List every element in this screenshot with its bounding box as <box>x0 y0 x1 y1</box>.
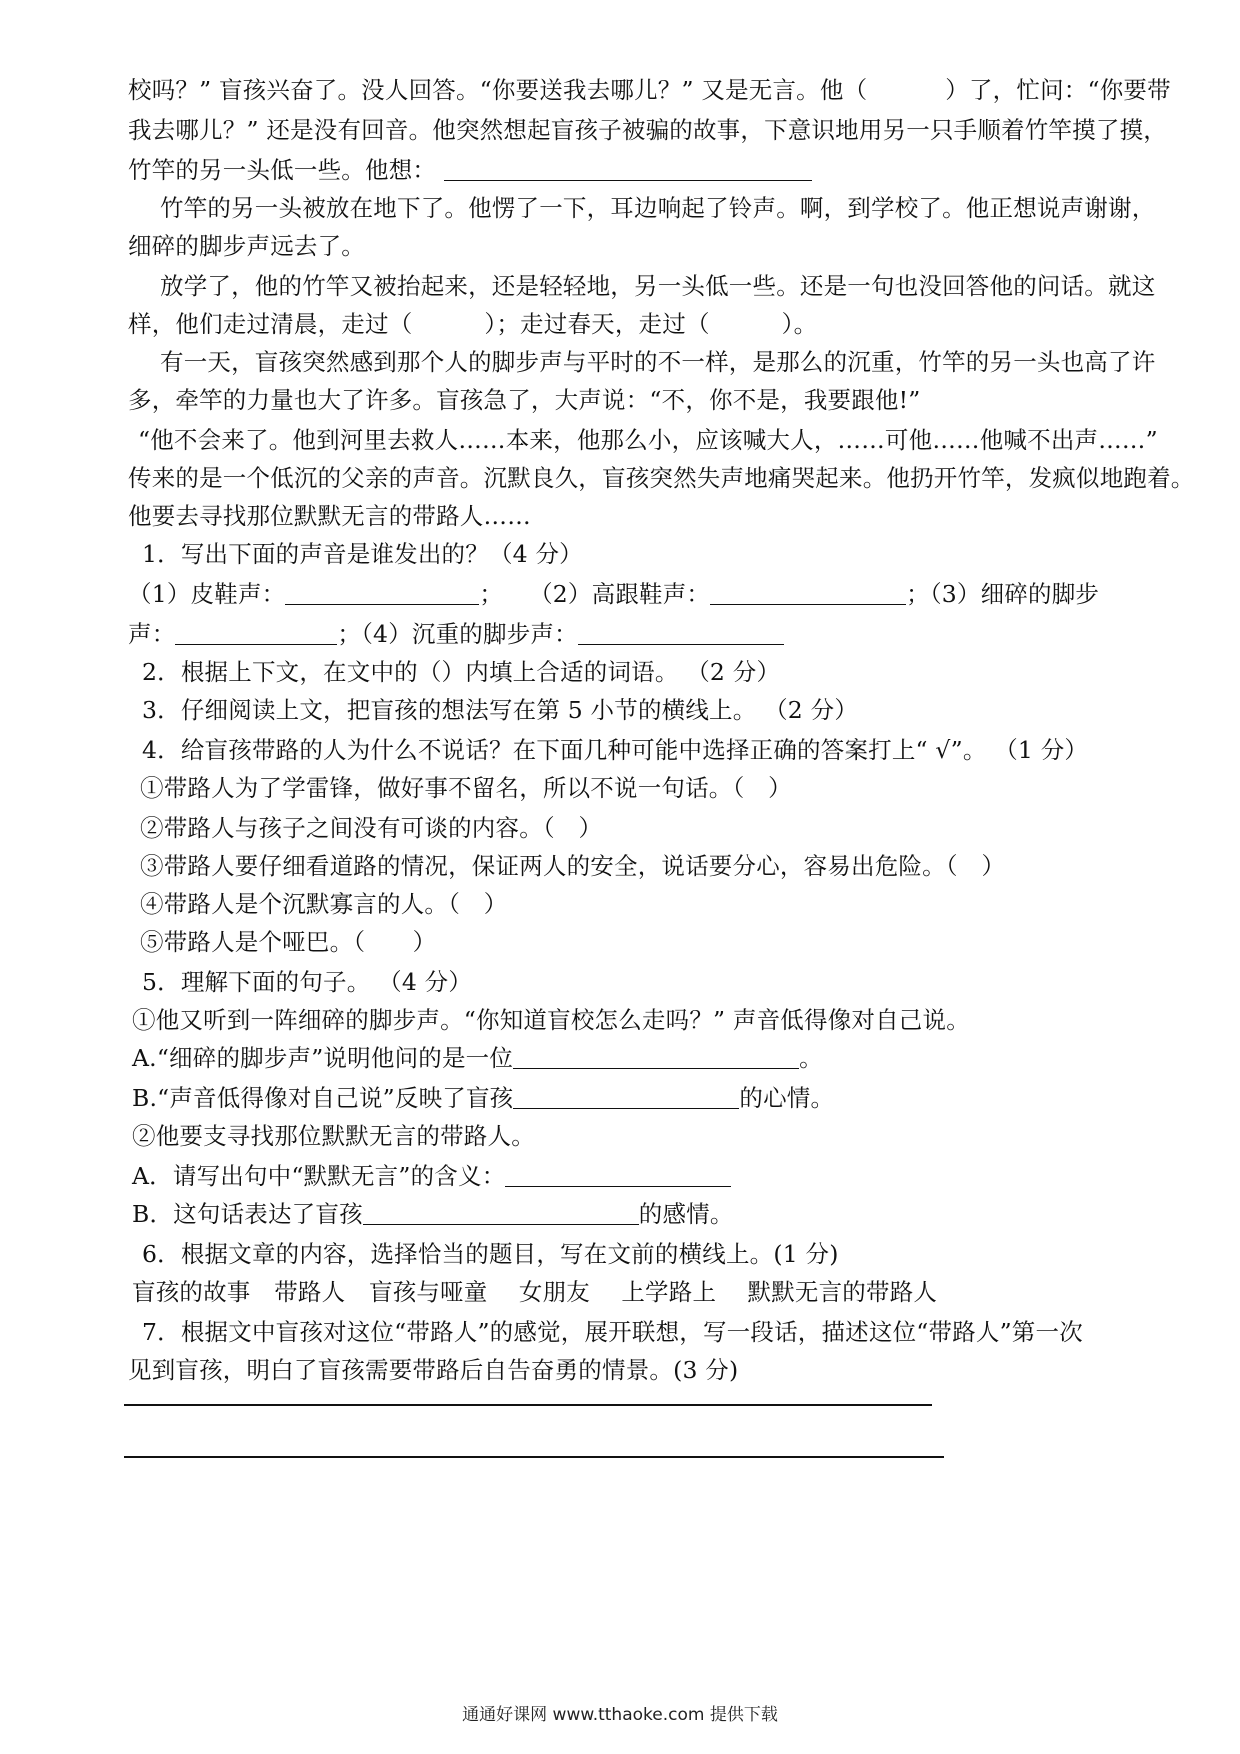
answer-blank-line[interactable] <box>505 1162 731 1187</box>
question-7: 见到盲孩，明白了盲孩需要带路后自告奋勇的情景。(3 分) <box>128 1356 739 1384</box>
answer-blank-line[interactable] <box>578 620 784 645</box>
q1-label: （1）皮鞋声： <box>128 580 286 608</box>
q5-label: B.“声音低得像对自己说”反映了盲孩 <box>132 1084 514 1112</box>
question-4-option[interactable]: ②带路人与孩子之间没有可谈的内容。（ ） <box>140 814 603 842</box>
question-5-part <box>132 1082 1172 1114</box>
question-6-options: 盲孩的故事 带路人 盲孩与哑童 女朋友 上学路上 默默无言的带路人 <box>132 1278 938 1306</box>
story-line: 竹竿的另一头被放在地下了。他愣了一下，耳边响起了铃声。啊，到学校了。他正想说声谢谢， <box>160 194 1156 222</box>
q1-label: （3）细碎的脚步 <box>929 580 1100 608</box>
question-4-option[interactable]: ①带路人为了学雷锋，做好事不留名，所以不说一句话。（ ） <box>140 774 792 802</box>
q5-label-end: 。 <box>799 1044 823 1072</box>
question-5-part <box>132 1160 1172 1192</box>
question-1-row <box>128 578 1168 610</box>
q5-label: A．请写出句中“默默无言”的含义： <box>132 1162 506 1190</box>
question-5-part <box>132 1042 1172 1074</box>
question-5-sentence: ①他又听到一阵细碎的脚步声。“你知道盲校怎么走吗？” 声音低得像对自己说。 <box>132 1006 970 1034</box>
answer-blank-line[interactable] <box>444 156 812 181</box>
answer-blank-line[interactable] <box>710 580 906 605</box>
question-4-option[interactable]: ④带路人是个沉默寡言的人。（ ） <box>140 890 508 918</box>
question-5-sentence: ②他要支寻找那位默默无言的带路人。 <box>132 1122 535 1150</box>
story-text: ）了，忙问：“你要带 <box>945 76 1171 104</box>
story-text: ）；走过春天，走过（ <box>484 310 710 338</box>
footer-credit: 通通好课网 www.tthaoke.com 提供下载 <box>462 1705 778 1725</box>
question-1-row <box>128 618 1168 650</box>
question-5-part <box>132 1198 1172 1230</box>
question-4-option[interactable]: ⑤带路人是个哑巴。（ ） <box>140 928 437 956</box>
story-line: 传来的是一个低沉的父亲的声音。沉默良久，盲孩突然失声地痛哭起来。他扔开竹竿，发疯似地跑着。 <box>128 464 1195 492</box>
question-2: 2．根据上下文，在文中的（）内填上合适的词语。 （2 分） <box>142 658 781 686</box>
question-5: 5．理解下面的句子。 （4 分） <box>142 968 473 996</box>
q1-separator: ； <box>479 580 504 608</box>
story-line: 多，牵竿的力量也大了许多。盲孩急了，大声说：“不，你不是，我要跟他!” <box>128 386 921 414</box>
answer-writing-line[interactable] <box>124 1404 932 1406</box>
story-line: “他不会来了。他到河里去救人……本来，他那么小，应该喊大人，……可他……他喊不出声……” <box>138 426 1158 454</box>
story-line: 有一天，盲孩突然感到那个人的脚步声与平时的不一样，是那么的沉重，竹竿的另一头也高了许 <box>160 348 1156 376</box>
answer-blank-line[interactable] <box>285 580 479 605</box>
question-4: 4．给盲孩带路的人为什么不说话？在下面几种可能中选择正确的答案打上“ √”。 （1 分） <box>142 736 1089 764</box>
q5-label: A.“细碎的脚步声”说明他问的是一位 <box>132 1044 514 1072</box>
story-line: 细碎的脚步声远去了。 <box>128 232 365 260</box>
q5-label-end: 的感情。 <box>638 1200 734 1228</box>
q1-label: 声： <box>128 620 176 648</box>
q1-separator: ； <box>337 620 362 648</box>
answer-blank-line[interactable] <box>513 1084 739 1109</box>
question-6: 6．根据文章的内容，选择恰当的题目，写在文前的横线上。(1 分) <box>142 1240 839 1268</box>
q1-label: （4）沉重的脚步声： <box>361 620 578 648</box>
answer-blank-line[interactable] <box>175 620 337 645</box>
story-line <box>128 74 1171 106</box>
story-line: 他要去寻找那位默默无言的带路人…… <box>128 502 531 530</box>
story-text: 竹竿的另一头低一些。他想： <box>128 156 437 184</box>
story-text: 样，他们走过清晨，走过（ <box>128 310 413 338</box>
q5-label-end: 的心情。 <box>739 1084 835 1112</box>
answer-blank-line[interactable] <box>363 1200 639 1225</box>
answer-blank-line[interactable] <box>513 1044 799 1069</box>
story-line <box>128 154 1168 186</box>
q1-label: （2）高跟鞋声： <box>529 580 711 608</box>
story-line: 我去哪儿？” 还是没有回音。他突然想起盲孩子被骗的故事，下意识地用另一只手顺着竹竿摸了摸， <box>128 116 1167 144</box>
question-1: 1．写出下面的声音是谁发出的？（4 分） <box>142 540 583 568</box>
question-3: 3．仔细阅读上文，把盲孩的想法写在第 5 小节的横线上。 （2 分） <box>142 696 859 724</box>
q1-separator: ； <box>906 580 930 608</box>
story-line <box>128 308 1168 340</box>
answer-writing-line[interactable] <box>124 1456 944 1458</box>
story-text: ）。 <box>781 310 818 338</box>
q5-label: B．这句话表达了盲孩 <box>132 1200 363 1228</box>
story-line: 放学了，他的竹竿又被抬起来，还是轻轻地，另一头低一些。还是一句也没回答他的问话。就这 <box>160 272 1156 300</box>
question-4-option[interactable]: ③带路人要仔细看道路的情况，保证两人的安全，说话要分心，容易出危险。（ ） <box>140 852 1006 880</box>
story-text: 校吗？” 盲孩兴奋了。没人回答。“你要送我去哪儿？” 又是无言。他（ <box>128 76 868 104</box>
question-7: 7．根据文中盲孩对这位“带路人”的感觉，展开联想，写一段话，描述这位“带路人”第一次 <box>142 1318 1083 1346</box>
